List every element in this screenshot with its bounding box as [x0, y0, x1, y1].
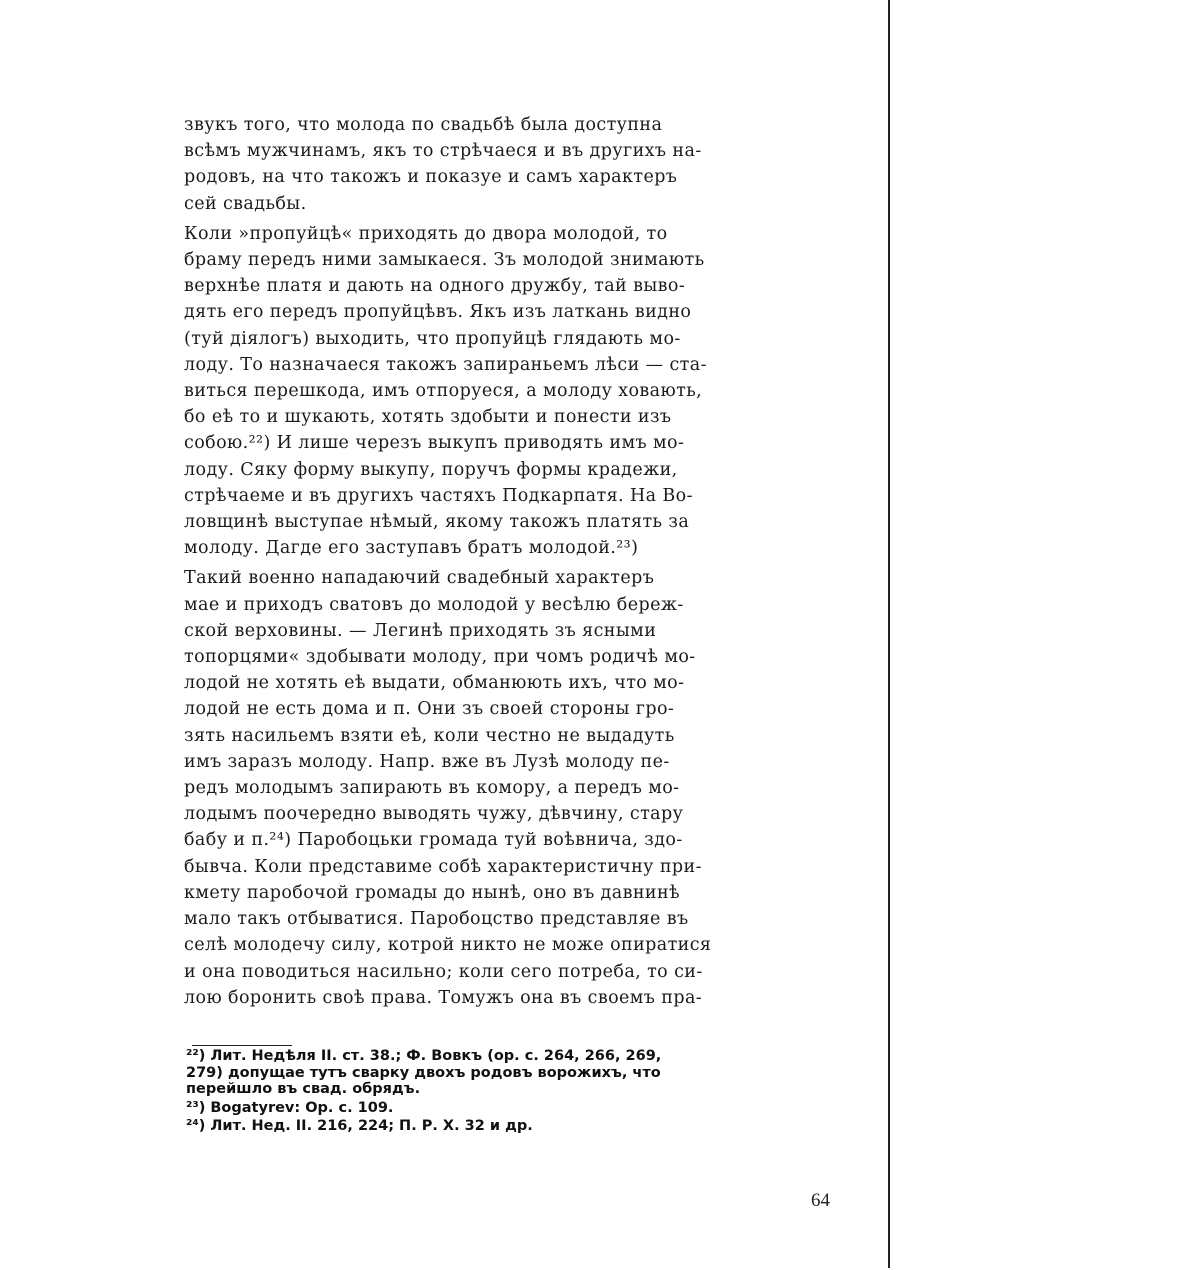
footnote-separator — [192, 1045, 292, 1046]
paragraph: Такий военно нападаючий свадебный характеръ мае и приходъ сватовъ до молодой у весѣлю береж- ской верховины. — Легинѣ приходять зъ ясными топорцями« здобывати молоду, при чомъ родичѣ мо- лодой не хотять еѣ выдати, обманюють ихъ, что мо- лодой не есть дома и п. Они зъ своей стороны гро- зять насильемъ взяти еѣ, коли честно не выдадуть имъ заразъ молоду. Напр. вже въ Лузѣ молоду пе- редъ молодымъ запирають въ комору, а передъ мо- лодымъ поочередно выводять чужу, дѣвчину, стару бабу и п.²⁴) Паробоцьки громада туй воѣвнича, здо- бывча. Коли представиме собѣ характеристичну при- кмету паробочой громады до нынѣ, оно въ давнинѣ мало такъ отбыватися. Паробоцство представляе въ селѣ молодечу силу, котрой никто не може опиратися и она поводиться насильно; коли сего потреба, то си- лою боронить своѣ права. Томужъ она въ своемъ пра- — [184, 568, 712, 1008]
paragraph: Коли »пропуйцѣ« приходять до двора молодой, то браму передъ ними замыкаеся. Зъ молодой знимають верхнѣе платя и дають на одного дружбу, тай выво- дять его передъ пропуйцѣвъ. Якъ изъ латкань видно (туй дiялогъ) выходить, что пропуйцѣ глядають мо- лоду. То назначаеся такожъ запираньемъ лѣси — ста- виться перешкода, имъ отпоруеся, а молоду ховають, бо еѣ то и шукають, хотять здобыти и понести изъ собою.²²) И лише черезъ выкупъ приводять имъ мо- лоду. Сяку формy выкупу, поручъ формы крадежи, стрѣчаеме и въ другихъ частяхъ Подкарпатя. На Во- ловщинѣ выступае нѣмый, якому такожъ платять за молоду. Дагде его заступавъ братъ молодой.²³) — [184, 223, 707, 559]
footnote: ²⁴) Лит. Нед. II. 216, 224; П. Р. Х. 32 и др. — [186, 1118, 533, 1134]
paragraph: звукъ того, что молода по свадьбѣ была доступна всѣмъ мужчинамъ, якъ то стрѣчаеся и въ другихъ на- родовъ, на что такожъ и показуе и самъ характеръ сей свадьбы. — [184, 115, 702, 214]
footnote: ²²) Лит. Недѣля II. ст. 38.; Ф. Вовкъ (ор. с. 264, 266, 269, 279) допущае тутъ сварку двохъ родовъ ворожихъ, что перейшло въ свад. обрядъ. — [186, 1048, 662, 1097]
footnote: ²³) Bogatyrev: Op. c. 109. — [186, 1099, 394, 1116]
page-number: 64 — [811, 1190, 830, 1211]
footnotes — [186, 1048, 726, 1135]
body-text — [184, 112, 718, 1011]
